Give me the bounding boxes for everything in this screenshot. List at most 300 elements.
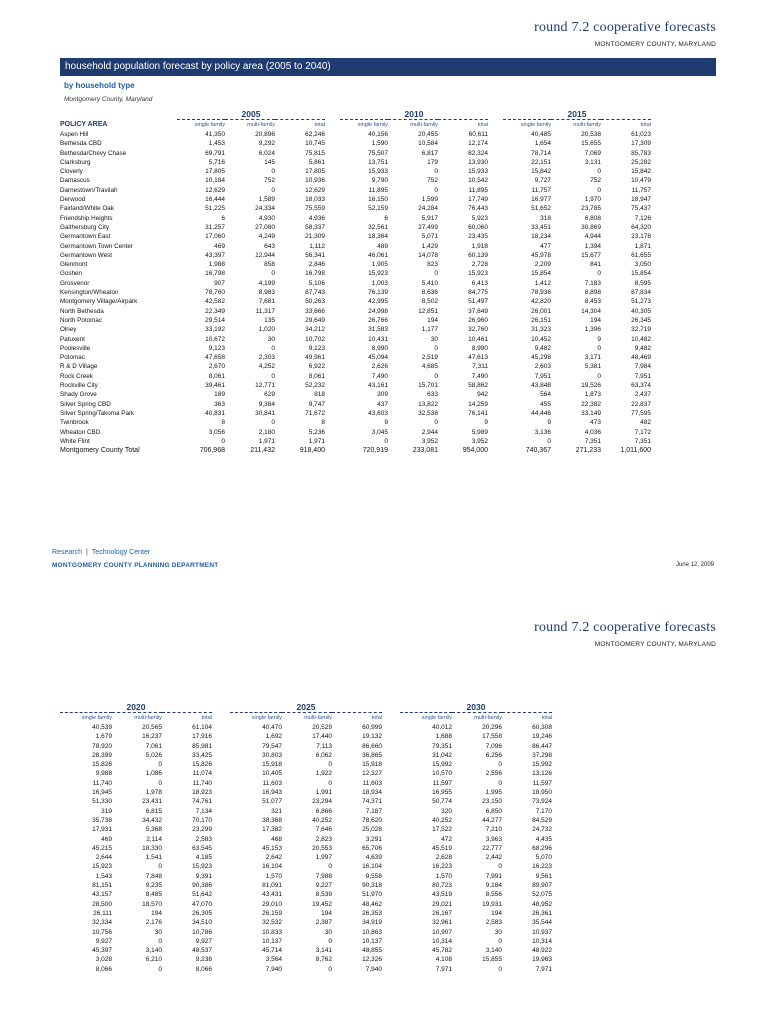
total-value: 9 bbox=[484, 419, 488, 427]
column-gap bbox=[212, 862, 230, 871]
single-family-value: 33,451 bbox=[531, 223, 551, 231]
column-gap bbox=[382, 779, 400, 788]
column-subheader: total bbox=[477, 122, 488, 128]
multi-family-value: 7,210 bbox=[485, 826, 502, 834]
total-value: 51,642 bbox=[192, 891, 212, 899]
single-family-value: 907 bbox=[214, 279, 225, 287]
column-gap bbox=[488, 372, 503, 381]
multi-family-value: 2,583 bbox=[485, 919, 502, 927]
multi-family-value: 1,589 bbox=[258, 196, 275, 204]
table-row bbox=[60, 372, 651, 381]
single-family-value: 43,397 bbox=[205, 251, 225, 259]
column-gap bbox=[488, 149, 503, 158]
single-family-value: 78,714 bbox=[531, 149, 551, 157]
single-family-value: 0 bbox=[221, 437, 225, 445]
single-family-value: 17,805 bbox=[205, 168, 225, 176]
multi-family-value: 1,997 bbox=[315, 854, 332, 862]
single-family-value: 76,139 bbox=[368, 289, 388, 297]
total-value: 12,629 bbox=[305, 186, 325, 194]
column-gap bbox=[325, 139, 340, 148]
column-gap bbox=[382, 900, 400, 909]
multi-family-value: 0 bbox=[434, 344, 438, 352]
total-value: 918,400 bbox=[299, 447, 325, 455]
single-family-value: 43,431 bbox=[262, 891, 282, 899]
single-family-value: 42,582 bbox=[205, 298, 225, 306]
multi-family-value: 0 bbox=[328, 965, 332, 973]
single-family-value: 320 bbox=[441, 807, 452, 815]
multi-family-value: 20,529 bbox=[312, 724, 332, 731]
multi-family-value: 752 bbox=[590, 177, 601, 185]
total-value: 48,462 bbox=[362, 900, 382, 908]
total-value: 11,757 bbox=[631, 186, 651, 194]
column-gap bbox=[488, 307, 503, 316]
year-header: 2015 bbox=[503, 108, 651, 120]
column-gap bbox=[325, 158, 340, 167]
single-family-value: 11,740 bbox=[92, 779, 112, 787]
multi-family-value: 9,235 bbox=[145, 882, 162, 890]
total-value: 11,597 bbox=[532, 779, 552, 787]
column-gap bbox=[325, 204, 340, 213]
total-value: 23,435 bbox=[468, 233, 488, 241]
single-family-value: 9,123 bbox=[208, 344, 225, 352]
total-value: 29,649 bbox=[305, 316, 325, 324]
total-value: 5,236 bbox=[308, 428, 325, 436]
total-value: 76,141 bbox=[468, 409, 488, 417]
table-row bbox=[60, 723, 552, 732]
total-value: 11,740 bbox=[192, 779, 212, 787]
multi-family-value: 19,452 bbox=[312, 900, 332, 908]
multi-family-value: 1,396 bbox=[584, 326, 601, 334]
total-value: 7,951 bbox=[634, 372, 651, 380]
total-value: 52,232 bbox=[305, 382, 325, 390]
multi-family-value: 13,822 bbox=[418, 400, 438, 408]
total-value: 14,259 bbox=[468, 400, 488, 408]
column-gap bbox=[382, 807, 400, 816]
policy-area-name: Silver Spring CBD bbox=[60, 400, 111, 408]
column-gap bbox=[382, 732, 400, 741]
total-value: 18,033 bbox=[305, 196, 325, 204]
total-value: 7,351 bbox=[634, 437, 651, 445]
total-value: 10,314 bbox=[532, 937, 552, 945]
column-gap bbox=[382, 890, 400, 899]
table-row bbox=[60, 307, 651, 316]
column-gap bbox=[212, 955, 230, 964]
total-value: 15,992 bbox=[532, 761, 552, 769]
policy-area-header: POLICY AREA bbox=[60, 121, 108, 129]
single-family-value: 81,151 bbox=[92, 882, 112, 890]
multi-family-value: 2,176 bbox=[145, 919, 162, 927]
column-gap bbox=[325, 418, 340, 427]
policy-area-name: Germantown Town Center bbox=[60, 242, 134, 250]
multi-family-value: 18,330 bbox=[142, 844, 162, 852]
total-value: 9,747 bbox=[308, 400, 325, 408]
total-value: 49,961 bbox=[305, 354, 325, 362]
multi-family-value: 20,455 bbox=[418, 131, 438, 138]
multi-family-value: 17,440 bbox=[312, 733, 332, 741]
single-family-value: 3,136 bbox=[534, 428, 551, 436]
single-family-value: 1,688 bbox=[435, 733, 452, 741]
total-value: 8 bbox=[321, 419, 325, 427]
total-value: 61,655 bbox=[631, 251, 651, 259]
column-gap bbox=[325, 316, 340, 325]
column-gap bbox=[382, 918, 400, 927]
column-gap bbox=[325, 335, 340, 344]
single-family-value: 11,757 bbox=[531, 186, 551, 194]
table-row bbox=[60, 909, 552, 918]
single-family-value: 12,629 bbox=[205, 186, 225, 194]
single-family-value: 15,923 bbox=[92, 863, 112, 871]
forecast-table-page-two bbox=[60, 701, 552, 974]
total-value: 18,950 bbox=[532, 789, 552, 797]
column-gap bbox=[488, 362, 503, 371]
column-gap bbox=[325, 390, 340, 399]
multi-family-value: 14,304 bbox=[581, 307, 601, 315]
multi-family-value: 271,233 bbox=[575, 447, 601, 455]
single-family-value: 17,931 bbox=[92, 826, 112, 834]
single-family-value: 29,514 bbox=[205, 316, 225, 324]
table-row bbox=[60, 742, 552, 751]
column-subheader: total bbox=[541, 715, 552, 721]
single-family-value: 2,670 bbox=[208, 363, 225, 371]
multi-family-value: 7,183 bbox=[584, 279, 601, 287]
column-gap bbox=[488, 130, 503, 139]
table-row bbox=[60, 186, 651, 195]
column-gap bbox=[325, 260, 340, 269]
total-value: 482 bbox=[640, 419, 651, 427]
single-family-value: 16,104 bbox=[262, 863, 282, 871]
total-value: 65,706 bbox=[362, 844, 382, 852]
total-value: 10,863 bbox=[362, 928, 382, 936]
column-subheader: multi-family bbox=[474, 715, 502, 721]
single-family-value: 15,854 bbox=[531, 270, 551, 278]
single-family-value: 1,590 bbox=[371, 140, 388, 148]
total-value: 60,139 bbox=[468, 251, 488, 259]
single-family-value: 477 bbox=[540, 242, 551, 250]
single-family-value: 3,028 bbox=[95, 956, 112, 964]
single-family-value: 35,738 bbox=[92, 816, 112, 824]
multi-family-value: 179 bbox=[427, 158, 438, 166]
multi-family-value: 0 bbox=[498, 937, 502, 945]
total-value: 10,137 bbox=[362, 937, 382, 945]
multi-family-value: 0 bbox=[328, 863, 332, 871]
column-gap bbox=[212, 769, 230, 778]
total-value: 23,299 bbox=[192, 826, 212, 834]
single-family-value: 3,045 bbox=[371, 428, 388, 436]
column-gap bbox=[488, 316, 503, 325]
table-row bbox=[60, 381, 651, 390]
table-row bbox=[60, 797, 552, 806]
total-value: 3,050 bbox=[634, 261, 651, 269]
total-value: 2,437 bbox=[634, 391, 651, 399]
multi-family-value: 752 bbox=[427, 177, 438, 185]
total-value: 61,104 bbox=[192, 724, 212, 731]
total-value: 48,469 bbox=[631, 354, 651, 362]
single-family-value: 9 bbox=[384, 419, 388, 427]
total-value: 36,865 bbox=[362, 751, 382, 759]
multi-family-value: 2,556 bbox=[485, 770, 502, 778]
single-family-value: 2,642 bbox=[265, 854, 282, 862]
multi-family-value: 8,762 bbox=[315, 956, 332, 964]
table-row bbox=[60, 928, 552, 937]
total-value: 86,447 bbox=[532, 742, 552, 750]
policy-area-name: Kensington/Wheaton bbox=[60, 289, 119, 297]
multi-family-value: 841 bbox=[590, 261, 601, 269]
single-family-value: 33,192 bbox=[205, 326, 225, 334]
multi-family-value: 7,646 bbox=[315, 826, 332, 834]
total-value: 26,361 bbox=[532, 909, 552, 917]
single-family-value: 10,405 bbox=[262, 770, 282, 778]
column-gap bbox=[325, 176, 340, 185]
total-value: 10,479 bbox=[631, 177, 651, 185]
column-gap bbox=[488, 108, 503, 120]
column-gap bbox=[488, 344, 503, 353]
single-family-value: 0 bbox=[547, 437, 551, 445]
multi-family-value: 194 bbox=[427, 316, 438, 324]
single-family-value: 42,995 bbox=[368, 298, 388, 306]
multi-family-value: 0 bbox=[498, 863, 502, 871]
table-row bbox=[60, 437, 651, 446]
policy-area-name: Poolesville bbox=[60, 344, 91, 352]
policy-area-name: Montgomery Village/Airpark bbox=[60, 298, 138, 306]
multi-family-value: 0 bbox=[158, 965, 162, 973]
footer-divider: | bbox=[85, 549, 88, 556]
multi-family-value: 2,114 bbox=[146, 835, 162, 843]
multi-family-value: 4,685 bbox=[421, 363, 438, 371]
single-family-value: 9,988 bbox=[95, 770, 112, 778]
total-value: 61,023 bbox=[631, 131, 651, 138]
multi-family-value: 1,922 bbox=[315, 770, 332, 778]
column-gap bbox=[325, 381, 340, 390]
single-family-value: 38,368 bbox=[262, 816, 282, 824]
column-gap bbox=[382, 928, 400, 937]
single-family-value: 40,012 bbox=[432, 724, 452, 731]
table-row bbox=[60, 335, 651, 344]
column-gap bbox=[382, 701, 400, 713]
single-family-value: 189 bbox=[214, 391, 225, 399]
column-gap bbox=[325, 428, 340, 437]
total-value: 86,660 bbox=[362, 742, 382, 750]
report-title: round 7.2 cooperative forecasts bbox=[534, 620, 716, 635]
multi-family-value: 7,988 bbox=[315, 872, 332, 880]
single-family-value: 26,001 bbox=[531, 307, 551, 315]
column-gap bbox=[212, 713, 230, 724]
total-value: 15,826 bbox=[192, 761, 212, 769]
single-family-value: 18,364 bbox=[368, 233, 388, 241]
single-family-value: 43,519 bbox=[432, 891, 452, 899]
total-value: 7,984 bbox=[634, 363, 651, 371]
multi-family-value: 23,785 bbox=[581, 205, 601, 213]
total-value: 25,282 bbox=[631, 158, 651, 166]
column-gap bbox=[212, 797, 230, 806]
total-value: 24,732 bbox=[532, 826, 552, 834]
table-row bbox=[60, 316, 651, 325]
column-gap bbox=[488, 232, 503, 241]
single-family-value: 75,507 bbox=[368, 149, 388, 157]
multi-family-value: 1,541 bbox=[145, 854, 162, 862]
column-gap bbox=[488, 418, 503, 427]
table-row bbox=[60, 167, 651, 176]
total-value: 15,918 bbox=[362, 761, 382, 769]
single-family-value: 13,751 bbox=[368, 158, 388, 166]
single-family-value: 41,350 bbox=[205, 131, 225, 138]
total-value: 48,952 bbox=[532, 900, 552, 908]
column-gap bbox=[488, 437, 503, 446]
multi-family-value: 19,931 bbox=[482, 900, 502, 908]
single-family-value: 15,923 bbox=[368, 270, 388, 278]
column-gap bbox=[382, 769, 400, 778]
multi-family-value: 0 bbox=[597, 270, 601, 278]
department-label: MONTGOMERY COUNTY PLANNING DEPARTMENT bbox=[52, 562, 219, 569]
multi-family-value: 8,453 bbox=[584, 298, 601, 306]
column-gap bbox=[488, 269, 503, 278]
multi-family-value: 0 bbox=[328, 761, 332, 769]
total-value: 73,924 bbox=[532, 798, 552, 806]
report-subtitle: MONTGOMERY COUNTY, MARYLAND bbox=[594, 41, 716, 48]
total-value: 47,613 bbox=[468, 354, 488, 362]
multi-family-value: 135 bbox=[264, 316, 275, 324]
multi-family-value: 2,823 bbox=[315, 835, 332, 843]
multi-family-value: 1,394 bbox=[584, 242, 601, 250]
single-family-value: 45,714 bbox=[262, 947, 282, 955]
total-value: 60,060 bbox=[468, 223, 488, 231]
policy-area-name: R & D Village bbox=[60, 363, 98, 371]
single-family-value: 45,978 bbox=[531, 251, 551, 259]
column-gap bbox=[212, 853, 230, 862]
table-row bbox=[60, 269, 651, 278]
multi-family-value: 23,294 bbox=[312, 798, 332, 806]
total-value: 63,374 bbox=[631, 382, 651, 390]
column-gap bbox=[212, 900, 230, 909]
total-value: 35,544 bbox=[532, 919, 552, 927]
multi-family-value: 752 bbox=[264, 177, 275, 185]
single-family-value: 309 bbox=[377, 391, 388, 399]
total-value: 22,837 bbox=[631, 400, 651, 408]
single-family-value: 1,654 bbox=[534, 140, 551, 148]
single-family-value: 31,042 bbox=[432, 751, 452, 759]
total-value: 1,971 bbox=[308, 437, 325, 445]
total-value: 1,011,600 bbox=[620, 447, 651, 455]
table-row bbox=[60, 400, 651, 409]
column-subheader: single family bbox=[357, 122, 388, 128]
column-gap bbox=[325, 195, 340, 204]
policy-area-name: Glenmont bbox=[60, 261, 88, 269]
single-family-value: 80,723 bbox=[432, 882, 452, 890]
policy-area-name: Aspen Hill bbox=[60, 131, 89, 138]
multi-family-value: 34,432 bbox=[142, 816, 162, 824]
total-value: 5,861 bbox=[308, 158, 325, 166]
total-value: 34,919 bbox=[362, 919, 382, 927]
multi-family-value: 0 bbox=[498, 965, 502, 973]
column-gap bbox=[382, 816, 400, 825]
single-family-value: 1,412 bbox=[534, 279, 551, 287]
column-gap bbox=[488, 251, 503, 260]
single-family-value: 78,760 bbox=[205, 289, 225, 297]
multi-family-value: 629 bbox=[264, 391, 275, 399]
multi-family-value: 20,565 bbox=[142, 724, 162, 731]
column-subheader: total bbox=[201, 715, 212, 721]
column-gap bbox=[488, 139, 503, 148]
multi-family-value: 6,817 bbox=[421, 149, 438, 157]
year-header: 2010 bbox=[340, 108, 488, 120]
policy-area-name: Olney bbox=[60, 326, 77, 334]
total-value: 47,070 bbox=[192, 900, 212, 908]
single-family-value: 1,570 bbox=[265, 872, 282, 880]
multi-family-value: 0 bbox=[158, 863, 162, 871]
total-value: 2,846 bbox=[308, 261, 325, 269]
column-gap bbox=[325, 409, 340, 418]
total-value: 75,815 bbox=[305, 149, 325, 157]
multi-family-value: 1,429 bbox=[421, 242, 438, 250]
multi-family-value: 5,368 bbox=[145, 826, 162, 834]
multi-family-value: 5,026 bbox=[145, 751, 162, 759]
multi-family-value: 5,071 bbox=[421, 233, 438, 241]
column-gap bbox=[382, 937, 400, 946]
total-value: 40,305 bbox=[631, 307, 651, 315]
single-family-value: 740,367 bbox=[525, 447, 551, 455]
table-row bbox=[60, 853, 552, 862]
total-value: 11,895 bbox=[468, 186, 488, 194]
column-subheader: total bbox=[371, 715, 382, 721]
multi-family-value: 858 bbox=[264, 261, 275, 269]
total-value: 74,761 bbox=[192, 798, 212, 806]
forecast-table-page-one bbox=[60, 108, 651, 455]
column-gap bbox=[325, 344, 340, 353]
column-subheader: multi-family bbox=[247, 122, 275, 128]
multi-family-value: 3,952 bbox=[421, 437, 438, 445]
table-row bbox=[60, 260, 651, 269]
multi-family-value: 0 bbox=[434, 186, 438, 194]
total-value: 74,371 bbox=[362, 798, 382, 806]
single-family-value: 706,968 bbox=[199, 447, 225, 455]
multi-family-value: 2,303 bbox=[258, 354, 275, 362]
policy-area-name: North Potomac bbox=[60, 316, 102, 324]
multi-family-value: 6,815 bbox=[145, 807, 162, 815]
policy-area-name: Bethesda/Chevy Chase bbox=[60, 149, 127, 157]
single-family-value: 0 bbox=[384, 437, 388, 445]
multi-family-value: 7,069 bbox=[584, 149, 601, 157]
single-family-value: 11,597 bbox=[432, 779, 452, 787]
single-family-value: 40,470 bbox=[262, 724, 282, 731]
column-gap bbox=[488, 353, 503, 362]
column-gap bbox=[212, 872, 230, 881]
table-row bbox=[60, 825, 552, 834]
total-value: 17,916 bbox=[192, 733, 212, 741]
multi-family-value: 1,971 bbox=[258, 437, 275, 445]
column-gap bbox=[212, 946, 230, 955]
table-row bbox=[60, 779, 552, 788]
total-value: 78,620 bbox=[362, 816, 382, 824]
column-gap bbox=[325, 149, 340, 158]
column-gap bbox=[488, 446, 503, 455]
column-gap bbox=[325, 186, 340, 195]
single-family-value: 2,209 bbox=[534, 261, 551, 269]
single-family-value: 1,570 bbox=[435, 872, 452, 880]
single-family-value: 472 bbox=[441, 835, 452, 843]
column-gap bbox=[325, 242, 340, 251]
policy-area-name: Potomac bbox=[60, 354, 85, 362]
multi-family-value: 1,970 bbox=[584, 196, 601, 204]
single-family-value: 79,351 bbox=[432, 742, 452, 750]
multi-family-value: 12,944 bbox=[255, 251, 275, 259]
multi-family-value: 1,020 bbox=[258, 326, 275, 334]
table-row bbox=[60, 835, 552, 844]
single-family-value: 15,933 bbox=[368, 168, 388, 176]
total-value: 7,311 bbox=[472, 363, 488, 371]
column-subheader: multi-family bbox=[410, 122, 438, 128]
multi-family-value: 0 bbox=[498, 779, 502, 787]
single-family-value: 564 bbox=[540, 391, 551, 399]
multi-family-value: 20,553 bbox=[312, 844, 332, 852]
